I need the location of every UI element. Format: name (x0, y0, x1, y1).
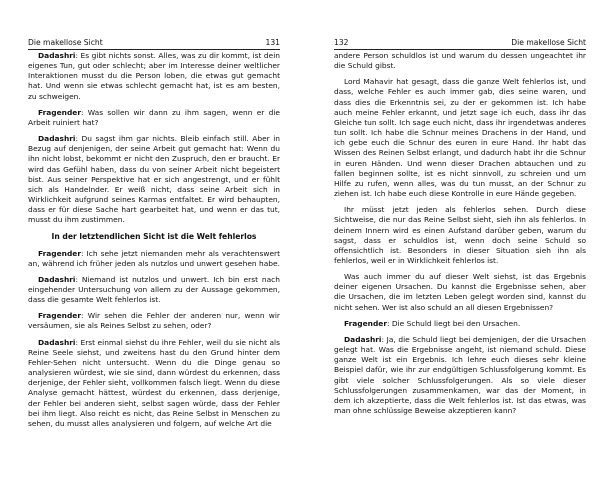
paragraph: Fragender: Wir sehen die Fehler der anderen nur, wenn wir versäumen, sie als Reines Selbst zu sehen, oder? (28, 311, 280, 331)
paragraph: Dadashri: Du sagst ihm gar nichts. Bleib einfach still. Aber in Bezug auf denjenigen, der seine Arbeit gut gemacht hat: Wenn du ihn nicht lobst, bekommt er nicht den Zuspruch, den er braucht. Er wird das Gefühl haben, dass du von seiner Arbeit nicht begeistert bist. Aus seiner Perspektive hat er sich angestrengt, und er fühlt sich als Handelnder. Er weiß nicht, dass seine Arbeit sich in Wirklichkeit aufgrund seines Karmas entfaltet. Er wird behaupten, dass er für diese Sache hart gearbeitet hat, und wenn er das tut, musst du ihm zustimmen. (28, 134, 280, 225)
paragraph: Fragender: Ich sehe jetzt niemanden mehr als verachtenswert an, während ich früher jeden als nutzlos und unwert gesehen habe. (28, 248, 280, 268)
paragraph: Fragender: Die Schuld liegt bei den Ursachen. (344, 318, 521, 328)
speaker-label: Dadashri (38, 51, 76, 60)
speaker-label: Dadashri (344, 334, 382, 344)
continued-paragraph: andere Person schuldlos ist und warum du dessen ungeachtet ihr die Schuld gibst. (334, 51, 586, 71)
speaker-label: Fragender (38, 248, 81, 258)
right-page-header (334, 37, 586, 50)
right-page-body (334, 51, 586, 422)
section-heading: In der letztendlichen Sicht ist die Welt fehlerlos (51, 231, 257, 241)
speaker-label: Dadashri (38, 274, 76, 284)
paragraph: Fragender: Was sollen wir dann zu ihm sagen, wenn er die Arbeit ruiniert hat? (28, 107, 280, 127)
paragraph: Ihr müsst jetzt jeden als fehlerlos sehen. Durch diese Sichtweise, die nur das Reine Selbst sieht, sieh ihn als fehlerlos. In deinem Innern wird es einen Aufstand darüber geben, warum du sagst, dass er schuldlos ist, wenn doch seine Schuld so offensichtlich ist. Besonders in dieser Situation sieh ihn als fehlerlos, weil er in Wirklichkeit fehlerlos ist. (334, 205, 586, 265)
speaker-label: Fragender (38, 107, 81, 117)
paragraph: Dadashri: Es gibt nichts sonst. Alles, was zu dir kommt, ist dein eigenes Tun, gut oder schlecht; aber im Interesse deiner weltlicher Interaktionen musst du die Person loben, die etwas gut gemacht hat. Und wenn sie etwas schlecht gemacht hat, ist es am besten, zu schweigen. (28, 51, 280, 101)
running-title: Die makellose Sicht (511, 38, 586, 47)
speaker-label: Fragender (38, 311, 81, 321)
paragraph: Was auch immer du auf dieser Welt siehst, ist das Ergebnis deiner eigenen Ursachen. Du kannst die Ergebnisse sehen, aber die Ursachen, die im letzten Leben gelegt worden sind, kannst du nicht sehen. Wer ist also schuld an all diesen Ergebnissen? (334, 272, 586, 312)
left-page-body (28, 51, 280, 435)
page-number: 131 (265, 38, 280, 47)
left-page (28, 0, 280, 485)
page-number: 132 (334, 38, 349, 47)
paragraph: Dadashri: Ja, die Schuld liegt bei demjenigen, der die Ursachen gelegt hat. Was die Ergebnisse angeht, ist niemand schuld. Diese ganze Welt ist ein Ergebnis. Ich lehre euch dieses sehr kleine Beispiel dafür, wie ihr zur endgültigen Schlussfolgerung kommt. Es gibt viele solcher Schlussfolgerungen. Als so viele dieser Schlussfolgerungen zusammenkamen, war das der Moment, in dem ich akzeptierte, dass die Welt fehlerlos ist. Ist das etwas, was man ohne schlüssige Beweise akzeptieren kann? (334, 334, 586, 415)
right-page (334, 0, 586, 485)
speaker-label: Dadashri (38, 337, 76, 347)
paragraph: Lord Mahavir hat gesagt, dass die ganze Welt fehlerlos ist, und dass, welche Fehler es auch immer gab, dies seine waren, und dass dies die Erkenntnis sei, zu der er gekommen ist. Ich habe auch meine Fehler erkannt, und jetzt sage ich euch, dass ihr das Gleiche tun sollt. Ich sage euch nicht, dass ihr irgendetwas anderes tun sollt. Ich habe die Schnur meines Drachens in der Hand, und ich gebe euch die Schnur des euren in eure Hand. Ihr habt das Wissen des Reinen Selbst erlangt, und dadurch habt ihr die Schnur in euren Händen. Und wenn dieser Drachen abtauchen und zu fallen beginnen sollte, ist es nicht sinnvoll, zu schreien und um Hilfe zu rufen, wenn alles, was du tun musst, an der Schnur zu ziehen ist. Ich habe euch diese Kontrolle in eure Hände gegeben. (334, 77, 586, 199)
paragraph: Dadashri: Erst einmal siehst du ihre Fehler, weil du sie nicht als Reine Seele siehst, und zweitens hast du den Grund hinter dem Fehler-Sehen nicht untersucht. Wenn du die Dinge genau so analysieren würdest, wie sie sind, dann würdest du erkennen, dass derjenige, der Fehler sieht, vollkommen falsch liegt. Wenn du diese Analyse gemacht hättest, würdest du erkennen, dass derjenige, der Fehler bei anderen sieht, selbst sagen würde, dass der Fehler bei ihm liegt. Also reicht es nicht, das Reine Selbst in Menschen zu sehen, du musst alles analysieren und folgern, auf welche Art die (28, 337, 280, 428)
speaker-label: Dadashri (38, 134, 76, 144)
running-title: Die makellose Sicht (28, 38, 103, 47)
left-page-header (28, 37, 280, 50)
speaker-label: Fragender (344, 318, 387, 328)
paragraph: Dadashri: Niemand ist nutzlos und unwert. Ich bin erst nach eingehender Untersuchung von allem zu der Aussage gekommen, dass die gesamte Welt fehlerlos ist. (28, 274, 280, 305)
